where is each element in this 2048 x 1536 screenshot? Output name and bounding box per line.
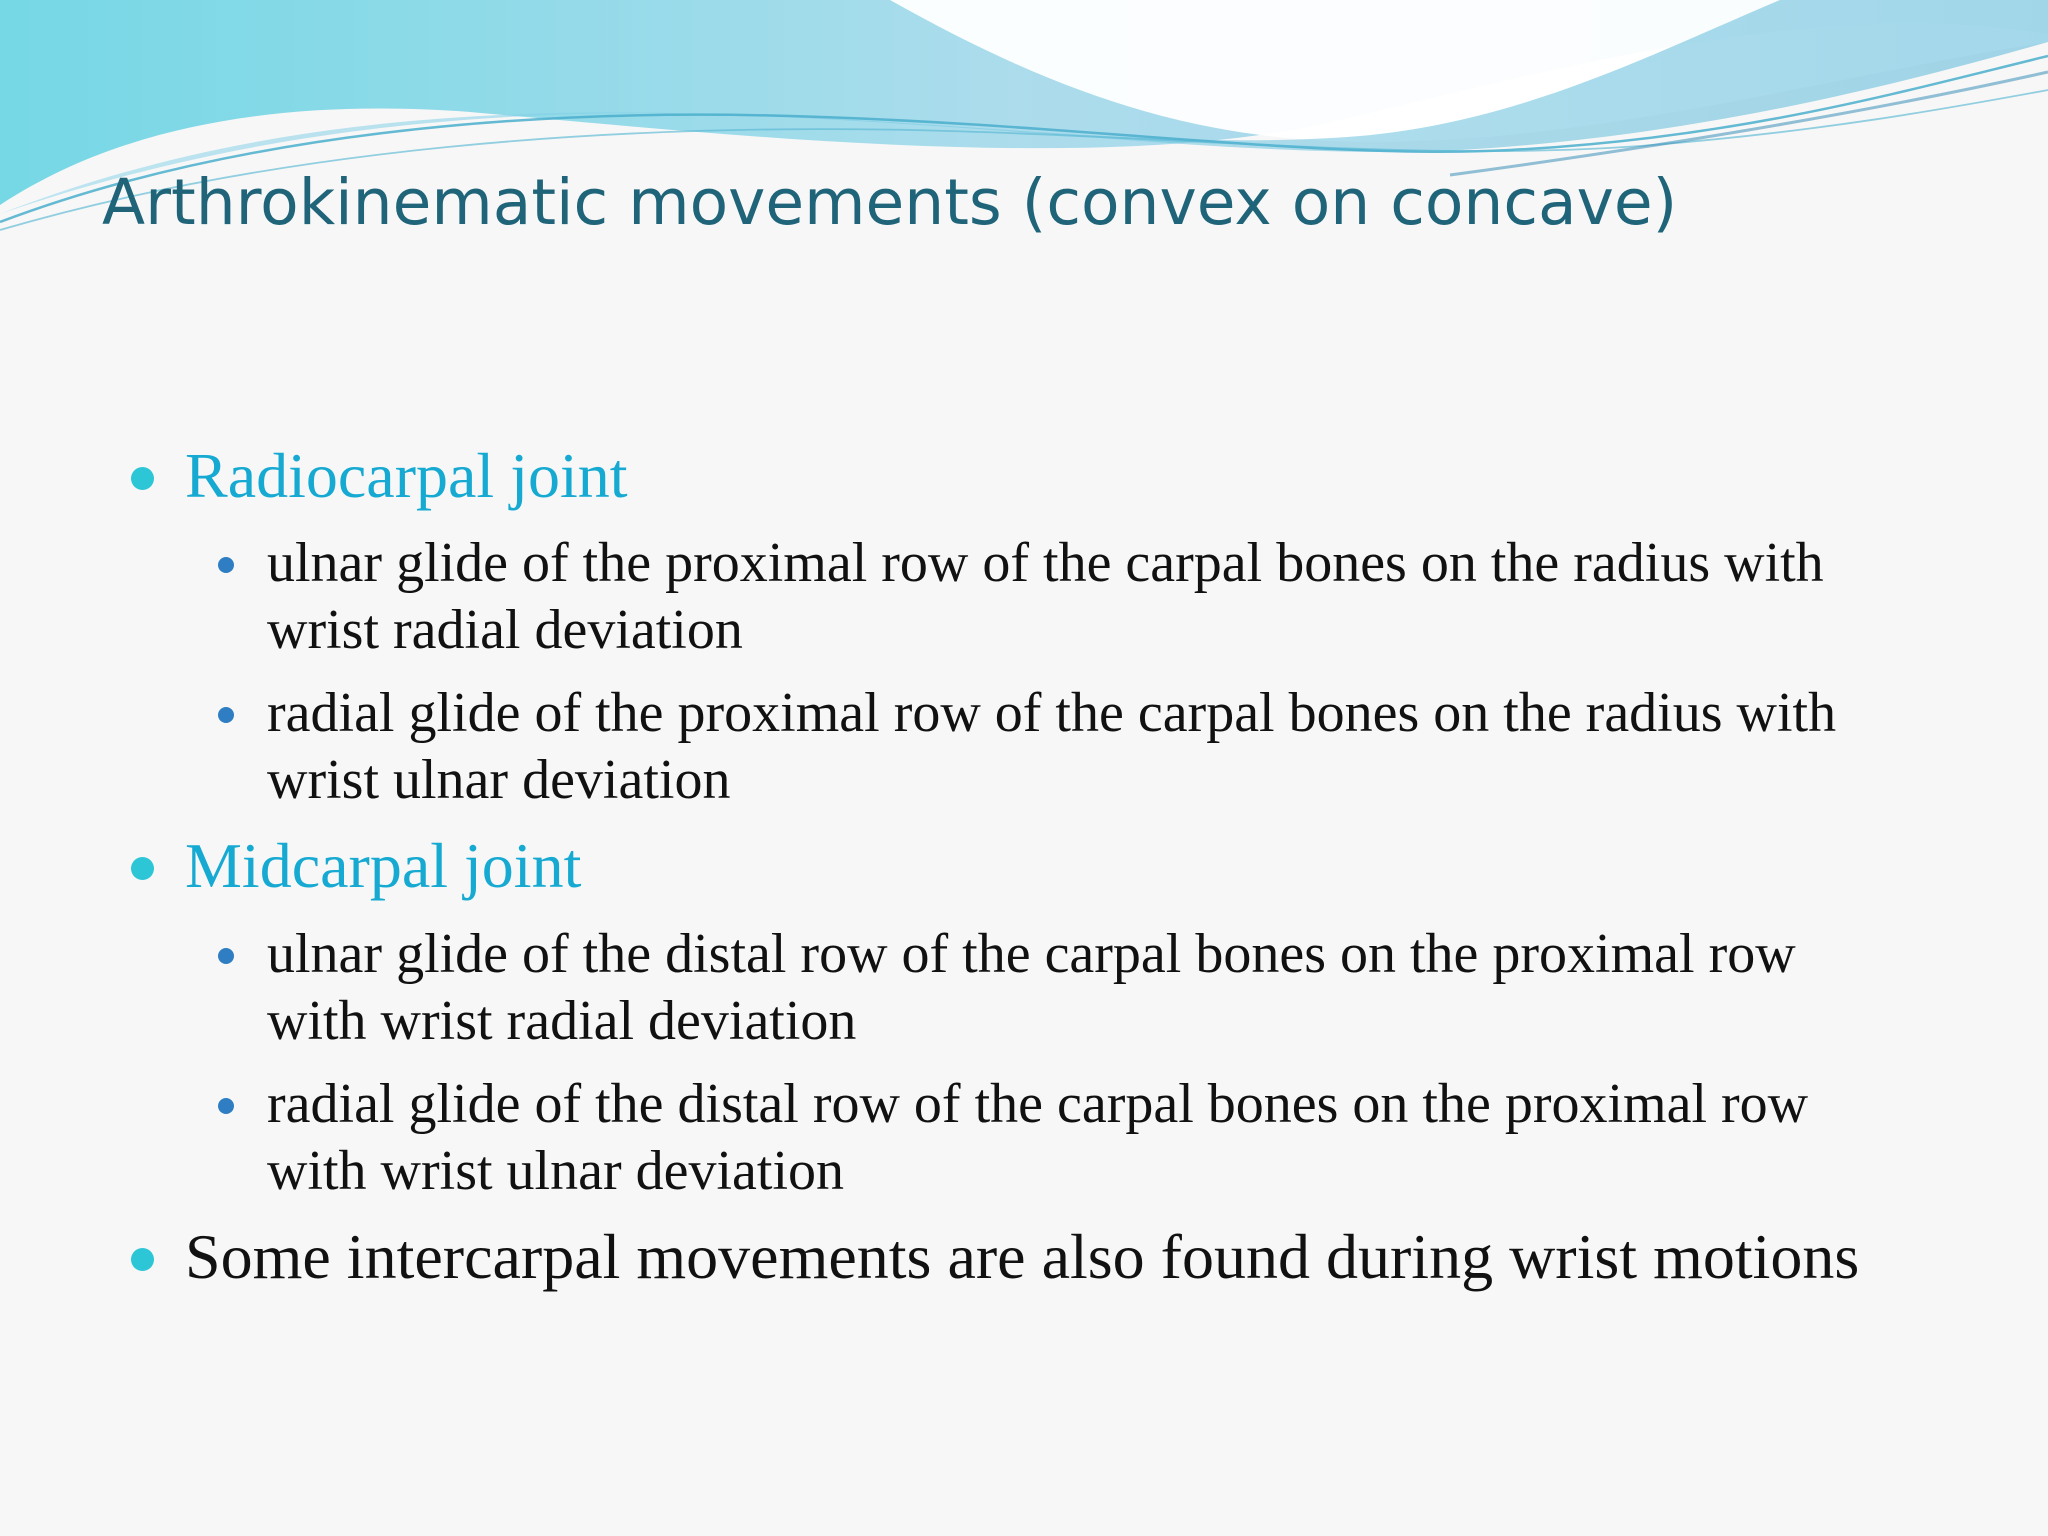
section-heading-midcarpal: Midcarpal joint bbox=[185, 830, 582, 901]
bullet-icon-level-2 bbox=[218, 948, 234, 964]
list-item-midcarpal-ulnar-glide: ulnar glide of the distal row of the carpal bones on the proximal row with wrist radial deviation bbox=[267, 923, 1796, 1052]
list-item-radiocarpal-ulnar-glide: ulnar glide of the proximal row of the carpal bones on the radius with wrist radial deviation bbox=[267, 532, 1824, 661]
closing-point: Some intercarpal movements are also found during wrist motions bbox=[185, 1221, 1860, 1292]
bullet-icon-level-2 bbox=[218, 1098, 234, 1114]
bullet-icon-level-1 bbox=[131, 467, 154, 490]
slide-title: Arthrokinematic movements (convex on concave) bbox=[102, 166, 1678, 239]
list-item-midcarpal-radial-glide: radial glide of the distal row of the carpal bones on the proximal row with wrist ulnar deviation bbox=[267, 1073, 1809, 1202]
bullet-icon-level-2 bbox=[218, 707, 234, 723]
bullet-icon-level-1 bbox=[131, 1248, 154, 1271]
section-heading-radiocarpal: Radiocarpal joint bbox=[185, 440, 628, 511]
bullet-icon-level-1 bbox=[131, 857, 154, 880]
list-item-radiocarpal-radial-glide: radial glide of the proximal row of the carpal bones on the radius with wrist ulnar deviation bbox=[267, 682, 1837, 811]
bullet-icon-level-2 bbox=[218, 557, 234, 573]
